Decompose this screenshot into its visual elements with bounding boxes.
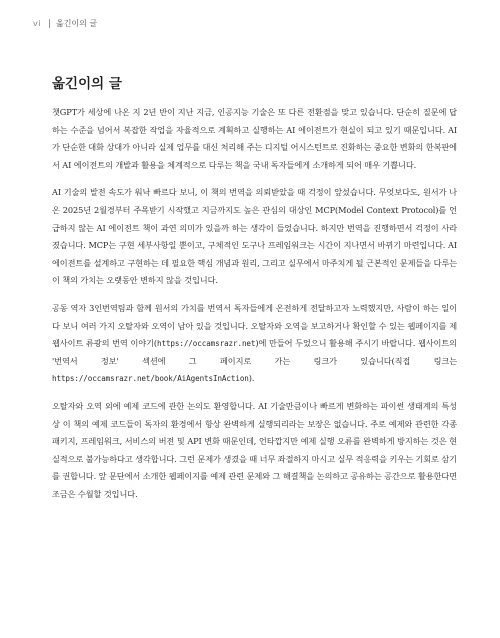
paragraph-1: 챗GPT가 세상에 나온 지 2년 반이 지난 지금, 인공지능 기술은 또 다른 전환점을 맞고 있습니다. 단순히 질문에 답하는 수준을 넘어서 복잡한 작업을 자율적으로 계획하고 실행하는 AI 에이전트가 현실이 되고 있기 때문입니다. AI가 단순한 대화 상대가 아니라 실제 업무를 대신 처리해 주는 디지털 어시스턴트로 진화하는 중요한 변화의 한복판에서 AI 에이전트의 개발과 활용을 체계적으로 다루는 책을 국내 독자들에게 소개하게 되어 매우 기쁩니다.	[52, 107, 457, 170]
chapter-title: 옮긴이의 글	[52, 76, 122, 92]
paragraph-2: AI 기술의 발전 속도가 워낙 빠르다 보니, 이 책의 번역을 의뢰받았을 때 걱정이 앞섰습니다. 무엇보다도, 원서가 나온 2025년 2월경부터 주목받기 시작했고 지금까지도 높은 관심의 대상인 MCP(Model Context Protocol)를 언급하지 않는 AI 에이전트 책이 과연 의미가 있을까 하는 생각이 들었습니다. 하지만 번역을 진행하면서 걱정이 사라졌습니다. MCP는 구현 세부사항일 뿐이고, 구체적인 도구나 프레임워크는 시간이 지나면서 바뀌기 마련입니다. AI 에이전트를 설계하고 구현하는 데 필요한 핵심 개념과 원리, 그리고 실무에서 마주치게 될 근본적인 문제들을 다루는 이 책의 가치는 오랫동안 변하지 않을 것입니다.	[52, 187, 457, 286]
paragraph-4: 오탈자와 오역 외에 예제 코드에 관한 논의도 환영합니다. AI 기술만큼이나 빠르게 변화하는 파이썬 생태계의 특성상 이 책의 예제 코드들이 독자의 환경에서 항상 완벽하게 실행되리라는 보장은 없습니다. 주로 예제와 관련한 각종 패키지, 프레임워크, 서비스의 버전 및 API 변화 때문인데, 언타깝지만 예제 실행 오류를 완벽하게 방지하는 것은 현실적으로 불가능하다고 생각합니다. 그런 문제가 생겼을 때 너무 좌절하지 마시고 실무 적응력을 키우는 기회로 삼기를 권합니다. 앞 문단에서 소개한 웹페이지를 예제 관련 문제와 그 해결책을 논의하고 공유하는 공간으로 활용한다면 조금은 수월할 것입니다.	[52, 400, 457, 499]
paragraph-3-text-c: ).	[248, 373, 255, 384]
running-header	[33, 18, 97, 29]
header-divider	[49, 19, 50, 28]
paragraph-3-text-a: 공동 역자 3인번역팀과 함께 원서의 가치를 번역서 독자들에게 온전하게 전달하고자 노력했지만, 사람이 하는 일이다 보니 여러 가지 오탈자와 오역이 남아 있을 것입니다. 오탈자와 오역을 보고하거나 확인할 수 있는 웹페이지를 제 웹사이트 류광의 번역 이야기(	[52, 302, 457, 349]
body-text	[52, 104, 457, 513]
book-page-url: https://occamsrazr.net/book/AiAgentsInAction	[52, 374, 249, 384]
site-url: https://occamsrazr.net	[157, 339, 256, 349]
paragraph-3	[52, 300, 457, 388]
page-number: vi	[33, 19, 41, 28]
running-header-title: 옮긴이의 글	[55, 19, 98, 28]
paragraph-3-text-b: )에 만들어 두었으니 활용해 주시기 바랍니다. 웹사이트의 '번역서 정보' 섹션에 그 페이지로 가는 링크가 있습니다(직접 링크는	[52, 338, 457, 366]
